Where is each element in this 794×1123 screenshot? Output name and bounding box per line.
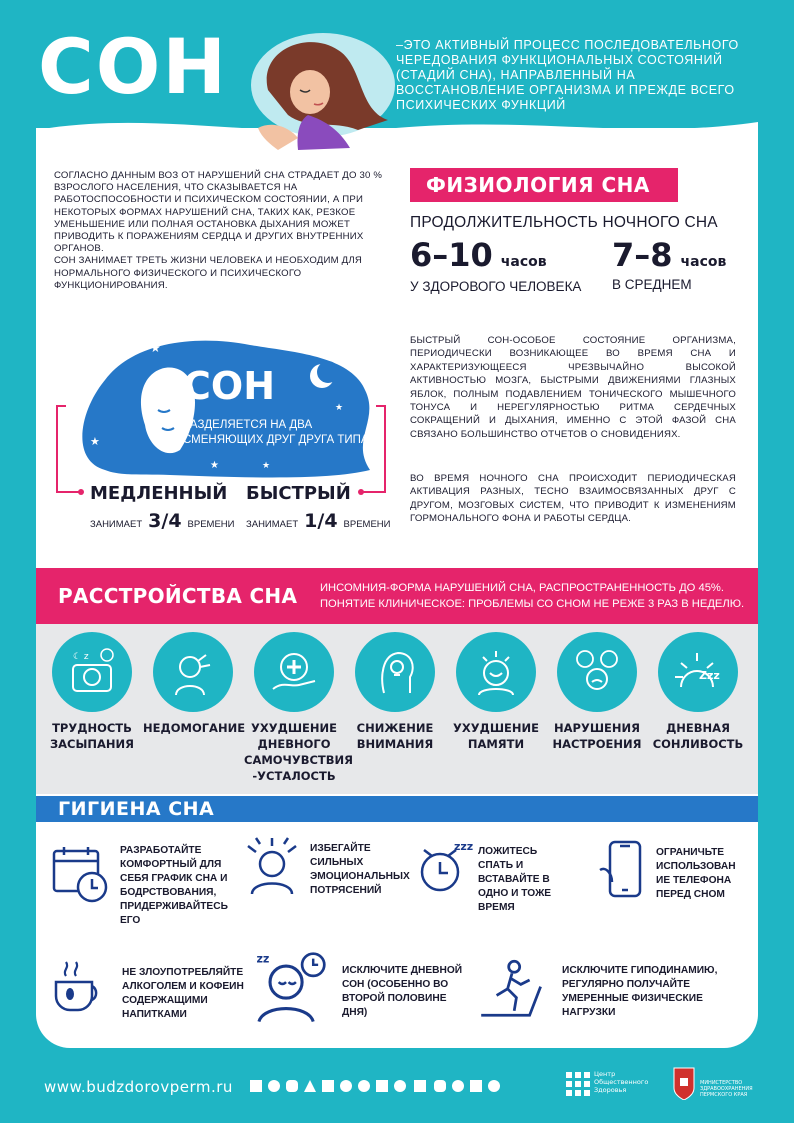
symptom-item	[143, 632, 246, 736]
svg-text:☾ z: ☾ z	[73, 652, 89, 662]
health-hand-icon	[254, 632, 334, 712]
healthy-duration	[410, 236, 547, 274]
healthy-value: 6–10	[410, 236, 493, 274]
fast-suffix: ВРЕМЕНИ	[343, 519, 391, 530]
symptom-label: УХУДШЕНИЕ ДНЕВНОГО САМОЧУВСТВИЯ -УСТАЛОСТЬ	[244, 721, 354, 783]
bracket-dot-right	[358, 489, 364, 495]
svg-text:zzz: zzz	[454, 840, 474, 853]
sun-zzz-icon	[658, 632, 738, 712]
symptom-item	[42, 632, 142, 752]
fast-sleep-name: БЫСТРЫЙ	[246, 483, 351, 504]
fast-sleep-share	[246, 510, 391, 532]
bed-icon	[52, 632, 132, 712]
bracket-line-left	[56, 491, 80, 493]
sleeping-girl-icon	[238, 20, 396, 155]
mood-icon	[557, 632, 637, 712]
intro-text	[54, 170, 390, 292]
average-label: В СРЕДНЕМ	[612, 277, 692, 292]
svg-text:Zzz: Zzz	[699, 669, 720, 682]
treadmill-icon	[476, 958, 548, 1024]
public-health-center-name: Центр Общественного Здоровья	[594, 1070, 649, 1094]
calendar-clock-icon	[50, 845, 110, 905]
average-value: 7–8	[612, 236, 673, 274]
headache-icon	[153, 632, 233, 712]
sleep-definition: –ЭТО АКТИВНЫЙ ПРОЦЕСС ПОСЛЕДОВАТЕЛЬНОГО ЧЕРЕДОВАНИЯ ФУНКЦИОНАЛЬНЫХ СОСТОЯНИЙ (СТАДИЙ СНА), НАПРАВЛЕННЫЙ НА ВОССТАНОВЛЕНИЕ ОРГАНИЗМА И ПРЕЖДЕ ВСЕГО ПСИХИЧЕСКИХ ФУНКЦИЙ	[396, 38, 739, 112]
hygiene-tip: РАЗРАБОТАЙТЕ КОМФОРТНЫЙ ДЛЯ СЕБЯ ГРАФИК СНА И БОДРСТВОВАНИЯ, ПРИДЕРЖИВАЙТЕСЬ ЕГО	[120, 845, 228, 926]
bracket-dot-left	[78, 489, 84, 495]
hygiene-tip: ЛОЖИТЕСЬ СПАТЬ И ВСТАВАЙТЕ В ОДНО И ТОЖЕ ВРЕМЯ	[478, 846, 552, 913]
svg-text:★: ★	[335, 403, 344, 413]
duration-title: ПРОДОЛЖИТЕЛЬНОСТЬ НОЧНОГО СНА	[410, 214, 718, 231]
svg-text:★: ★	[262, 461, 271, 471]
insomnia-text: ИНСОМНИЯ-ФОРМА НАРУШЕНИЙ СНА, РАСПРОСТРАНЕННОСТЬ ДО 45%. ПОНЯТИЕ КЛИНИЧЕСКОЕ: ПРОБЛЕМЫ СО СНОМ НЕ РЕЖЕ 3 РАЗ В НЕДЕЛЮ.	[320, 582, 745, 610]
intro-paragraph-2: СОН ЗАНИМАЕТ ТРЕТЬ ЖИЗНИ ЧЕЛОВЕКА И НЕОБХОДИМ ДЛЯ НОРМАЛЬНОГО ФИЗИЧЕСКОГО И ПСИХИЧЕСКОГО ФУНКЦИОНИРОВАНИЯ.	[54, 255, 362, 291]
symptom-label: СНИЖЕНИЕ ВНИМАНИЯ	[356, 721, 434, 751]
website-link[interactable]: www.budzdorovperm.ru	[44, 1078, 233, 1096]
coffee-icon	[50, 958, 110, 1018]
symptom-label: НАРУШЕНИЯ НАСТРОЕНИЯ	[552, 721, 642, 751]
decorative-shapes	[250, 1078, 500, 1094]
phone-icon	[596, 840, 656, 900]
bracket-line-right	[362, 491, 386, 493]
nap-icon	[254, 950, 328, 1024]
stress-icon	[242, 836, 302, 896]
night-activation-text: ВО ВРЕМЯ НОЧНОГО СНА ПРОИСХОДИТ ПЕРИОДИЧЕСКАЯ АКТИВАЦИЯ РАЗНЫХ, ТЕСНО ВЗАИМОСВЯЗАННЫХ ДРУГ С ДРУГОМ, МОЗГОВЫХ СИСТЕМ, ЧТО ПРИВОДИТ К ИЗМЕНЕНИЯМ ГОРМОНАЛЬНОГО ФОНА И РАБОТЫ СЕРДЦА.	[410, 473, 736, 525]
average-unit: часов	[680, 254, 727, 270]
fast-prefix: ЗАНИМАЕТ	[246, 519, 299, 530]
fast-fraction: 1/4	[304, 510, 338, 532]
disorders-title: РАССТРОЙСТВА СНА	[58, 584, 298, 608]
svg-text:★: ★	[90, 435, 100, 448]
brain-icon	[456, 632, 536, 712]
svg-text:★: ★	[150, 341, 161, 355]
types-title: СОН	[183, 364, 275, 408]
slow-sleep-name: МЕДЛЕННЫЙ	[90, 483, 228, 504]
symptom-label: УХУДШЕНИЕ ПАМЯТИ	[452, 721, 539, 751]
ministry-name: МИНИСТЕРСТВО ЗДРАВООХРАНЕНИЯ ПЕРМСКОГО КРАЯ	[700, 1080, 753, 1098]
types-subtitle: РАЗДЕЛЯЕТСЯ НА ДВА СМЕНЯЮЩИХ ДРУГ ДРУГА ТИПА	[183, 419, 369, 446]
slow-prefix: ЗАНИМАЕТ	[90, 519, 143, 530]
hygiene-tip: ОГРАНИЧЬТЕ ИСПОЛЬЗОВАН ИЕ ТЕЛЕФОНА ПЕРЕД СНОМ	[656, 847, 736, 900]
slow-suffix: ВРЕМЕНИ	[187, 519, 235, 530]
hygiene-title: ГИГИЕНА СНА	[58, 798, 215, 820]
hygiene-tip: ИСКЛЮЧИТЕ ДНЕВНОЙ СОН (ОСОБЕННО ВО ВТОРОЙ ПОЛОВИНЕ ДНЯ)	[342, 965, 463, 1018]
symptom-item	[345, 632, 445, 752]
intro-paragraph-1: СОГЛАСНО ДАННЫМ ВОЗ ОТ НАРУШЕНИЙ СНА СТРАДАЕТ ДО 30 % ВЗРОСЛОГО НАСЕЛЕНИЯ, ЧТО СКАЗЫВАЕТСЯ НА РАБОТОСПОСОБНОСТИ И ПСИХИЧЕСКОМ СОСТОЯНИИ, А ПРИ НЕКОТОРЫХ ФОРМАХ НАРУШЕНИЙ СНА, ТАКИХ КАК, РЕЗКОЕ УМЕНЬШЕНИЕ ИЛИ ПОЛНАЯ ОСТАНОВКА ДЫХАНИЯ МОЖЕТ ПРИВОДИТЬ К ПОРАЖЕНИЯМ СЕРДЦА И ДРУГИХ ВНУТРЕННИХ ОРГАНОВ.	[54, 170, 383, 255]
symptom-item	[244, 632, 354, 784]
symptom-label: НЕДОМОГАНИЕ	[143, 721, 246, 735]
physiology-label: ФИЗИОЛОГИЯ СНА	[410, 168, 678, 202]
svg-text:zz: zz	[256, 952, 270, 966]
hygiene-tip: ИСКЛЮЧИТЕ ГИПОДИНАМИЮ, РЕГУЛЯРНО ПОЛУЧАЙТЕ УМЕРЕННЫЕ ФИЗИЧЕСКИЕ НАГРУЗКИ	[562, 965, 718, 1018]
healthy-unit: часов	[500, 254, 547, 270]
ministry-emblem-icon	[672, 1066, 696, 1100]
head-bulb-icon	[355, 632, 435, 712]
svg-text:★: ★	[210, 460, 219, 471]
rem-sleep-text: БЫСТРЫЙ СОН-ОСОБОЕ СОСТОЯНИЕ ОРГАНИЗМА, ПЕРИОДИЧЕСКИ ВОЗНИКАЮЩЕЕ ВО ВРЕМЯ СНА И ХАРАКТЕРИЗУЮЩЕЕСЯ ЧРЕЗВЫЧАЙНО ВЫСОКОЙ АКТИВНОСТЬЮ МОЗГА, БЫСТРЫМИ ДВИЖЕНИЯМИ ГЛАЗНЫХ ЯБЛОК, ПОЛНЫМ ПОДАВЛЕНИЕМ ТОНИЧЕСКОГО МЫШЕЧНОГО ТОНУСА И НЕРЕГУЛЯРНОСТЬЮ РИТМА СЕРДЕЧНЫХ СОКРАЩЕНИЙ И ДЫХАНИЯ, ИМЕННО С ЭТОЙ ФАЗОЙ СНА СВЯЗАНО БОЛЬШИНСТВО ОТЧЕТОВ О СНОВИДЕНИЯХ.	[410, 335, 736, 440]
main-title: СОН	[38, 22, 228, 111]
public-health-center-logo	[566, 1072, 590, 1096]
symptom-item	[547, 632, 647, 752]
types-bracket	[56, 405, 386, 493]
hygiene-tip: ИЗБЕГАЙТЕ СИЛЬНЫХ ЭМОЦИОНАЛЬНЫХ ПОТРЯСЕНИЙ	[310, 843, 410, 896]
symptom-label: ТРУДНОСТЬ ЗАСЫПАНИЯ	[49, 721, 135, 751]
slow-sleep-share	[90, 510, 235, 532]
symptom-item	[446, 632, 546, 752]
average-duration	[612, 236, 726, 274]
alarm-clock-icon	[414, 838, 474, 898]
slow-fraction: 3/4	[148, 510, 182, 532]
symptom-label: ДНЕВНАЯ СОНЛИВОСТЬ	[652, 721, 744, 751]
healthy-label: У ЗДОРОВОГО ЧЕЛОВЕКА	[410, 279, 582, 294]
symptom-item	[648, 632, 748, 752]
hygiene-tip: НЕ ЗЛОУПОТРЕБЛЯЙТЕ АЛКОГОЛЕМ И КОФЕИН СОДЕРЖАЩИМИ НАПИТКАМИ	[122, 967, 244, 1020]
